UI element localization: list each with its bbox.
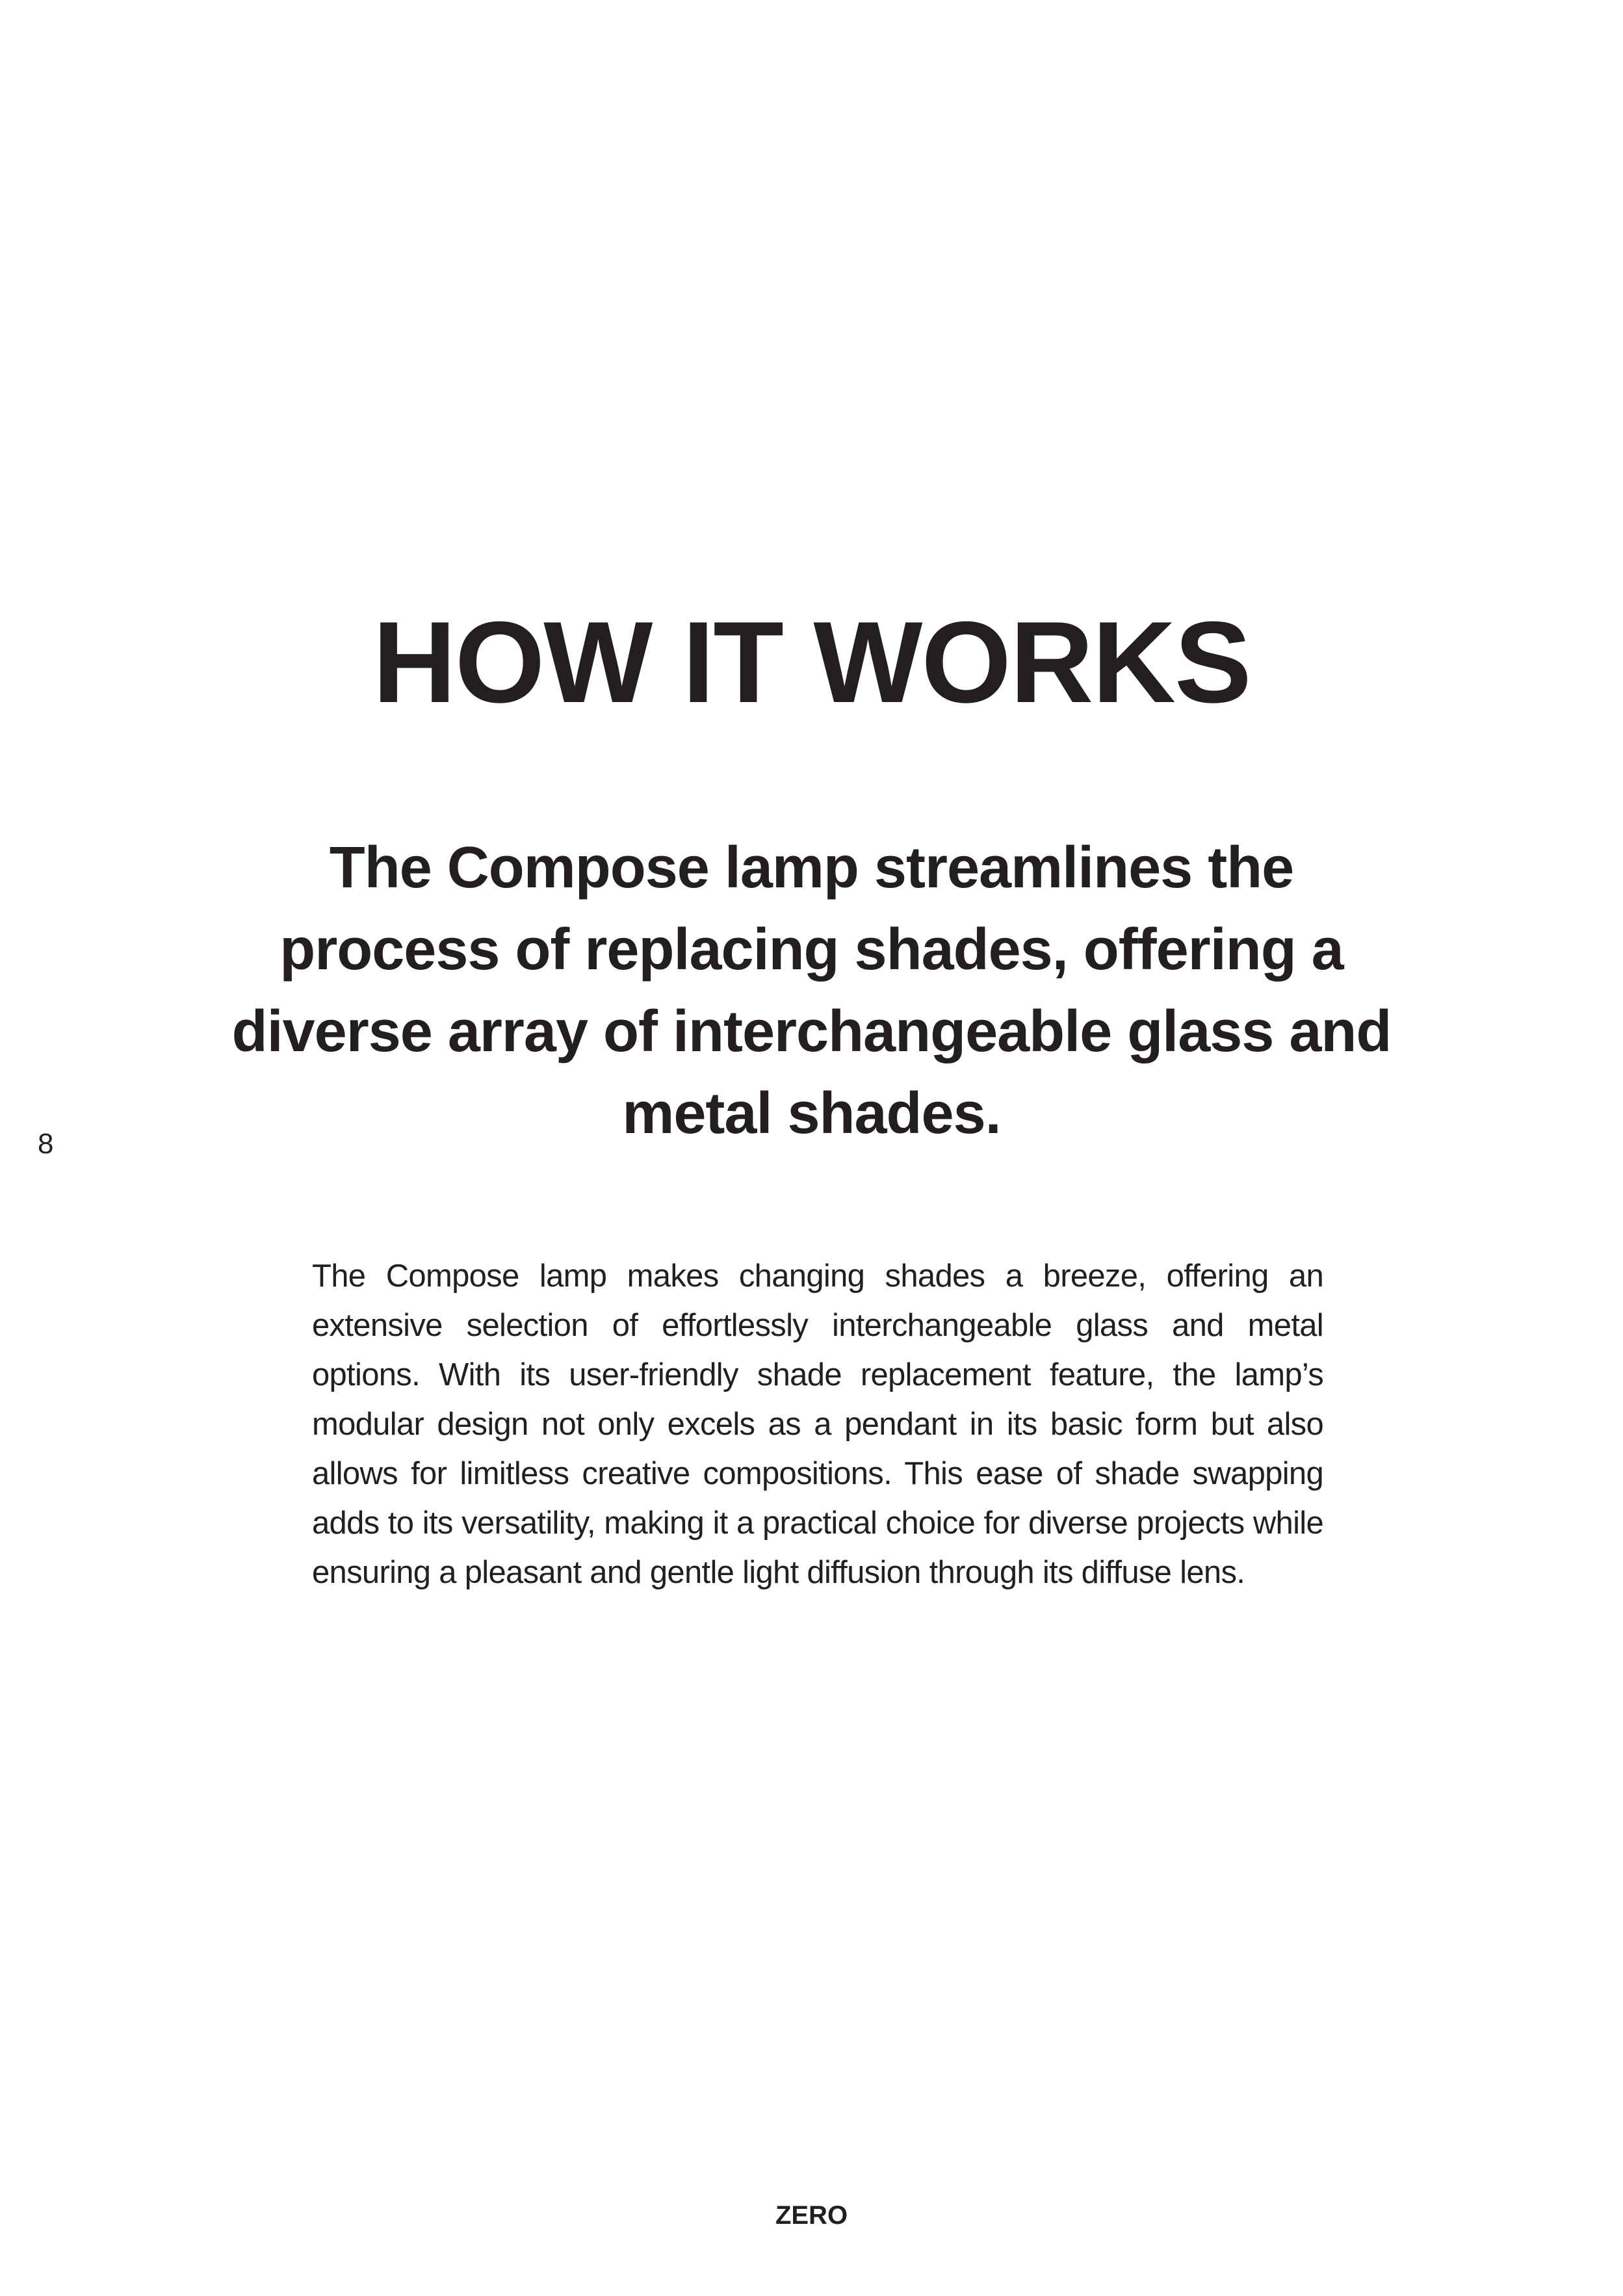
page-title: HOW IT WORKS <box>372 597 1251 727</box>
page-number: 8 <box>38 1128 54 1160</box>
lead-paragraph: The Compose lamp streamlines the process of replacing shades, offering a diverse array of interchangeable glass and metal shades. <box>231 835 1392 1146</box>
body-paragraph: The Compose lamp makes changing shades a breeze, offering an extensive selection of effortlessly interchangeable glass and metal options. With its user-friendly shade replacement feature, the lamp’s modular design not only excels as a pendant in its basic form but also allows for limitless creative compositions. This ease of shade swapping adds to its versatility, making it a practical choice for diverse projects while ensuring a pleasant and gentle light diffusion through its diffuse lens. <box>312 1259 1323 1590</box>
footer-brand-logo: ZERO <box>775 2201 848 2230</box>
